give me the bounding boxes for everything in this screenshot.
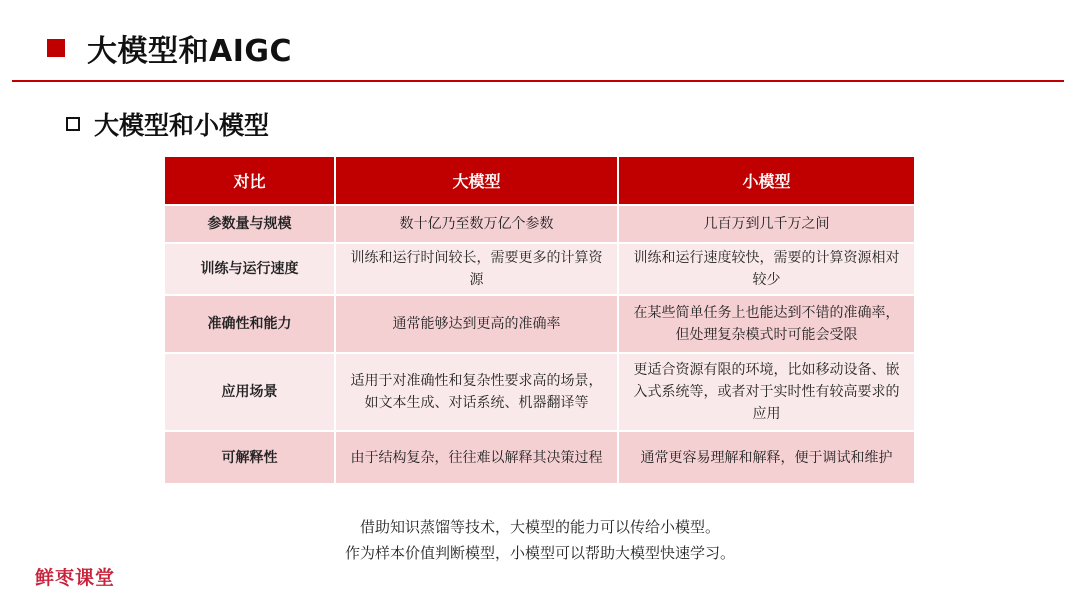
table-row [165,205,914,243]
small-model-cell: 更适合资源有限的环境，比如移动设备、嵌入式系统等，或者对于实时性有较高要求的应用 [618,353,914,431]
title-square-bullet [47,39,65,57]
table-row [165,243,914,295]
large-model-cell: 适用于对准确性和复杂性要求高的场景，如文本生成、对话系统、机器翻译等 [335,353,618,431]
large-model-cell: 由于结构复杂，往往难以解释其决策过程 [335,431,618,483]
small-model-cell: 在某些简单任务上也能达到不错的准确率，但处理复杂模式时可能会受限 [618,295,914,353]
conclusion-text [0,514,1080,566]
slide-subtitle: 大模型和小模型 [94,111,270,140]
title-divider [12,80,1064,82]
large-model-cell: 数十亿乃至数万亿个参数 [335,205,618,243]
conclusion-line: 借助知识蒸馏等技术，大模型的能力可以传给小模型。 [359,518,720,536]
slide-title: 大模型和AIGC [87,34,293,69]
row-label: 参数量与规模 [165,205,335,243]
row-label: 准确性和能力 [165,295,335,353]
slide-title-group [47,28,292,68]
header-small-model: 小模型 [618,157,914,205]
small-model-cell: 几百万到几千万之间 [618,205,914,243]
large-model-cell: 训练和运行时间较长，需要更多的计算资源 [335,243,618,295]
row-label: 训练与运行速度 [165,243,335,295]
table-row [165,353,914,431]
table-row [165,431,914,483]
large-model-cell: 通常能够达到更高的准确率 [335,295,618,353]
conclusion-line: 作为样本价值判断模型，小模型可以帮助大模型快速学习。 [344,544,735,562]
brand-logo-text: 鲜枣课堂 [35,567,116,589]
table-header-row [165,157,914,205]
small-model-cell: 训练和运行速度较快，需要的计算资源相对较少 [618,243,914,295]
header-compare: 对比 [165,157,335,205]
header-large-model: 大模型 [335,157,618,205]
subtitle-group [66,106,269,142]
row-label: 应用场景 [165,353,335,431]
row-label: 可解释性 [165,431,335,483]
hollow-square-bullet-icon [66,117,80,131]
table-row [165,295,914,353]
comparison-table [165,157,914,483]
small-model-cell: 通常更容易理解和解释，便于调试和维护 [618,431,914,483]
